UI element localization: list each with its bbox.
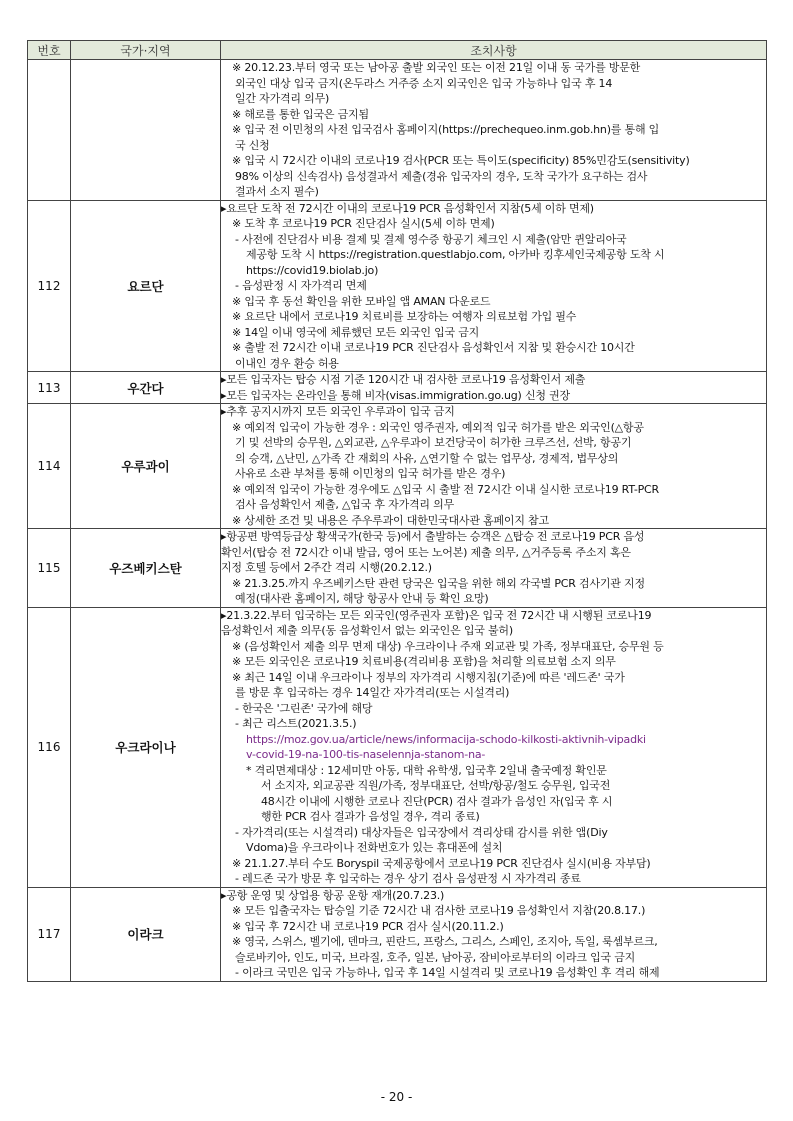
measure-line: ※ 도착 후 코로나19 PCR 진단검사 실시(5세 이하 면제) — [232, 217, 495, 230]
measure-line: Vdoma)을 우크라이나 전화번호가 있는 휴대폰에 설치 — [246, 841, 503, 854]
measure-line: 98% 이상의 신속검사) 음성결과서 제출(경유 입국자의 경우, 도착 국가가 요구하는 검사 — [235, 169, 648, 183]
measure-line: ▸모든 입국자는 온라인을 통해 비자(visas.immigration.go.ug) 신청 권장 — [221, 388, 570, 402]
measures-table — [27, 40, 767, 982]
row-number: 116 — [28, 607, 71, 887]
row-number: 112 — [28, 200, 71, 372]
measure-line: 제공항 도착 시 https://registration.questlabjo.com, 아카바 킹후세인국제공항 도착 시 — [246, 248, 665, 261]
measure-link[interactable]: v-covid-19-na-100-tis-naselennja-stanom-na- — [246, 748, 486, 761]
measure-line: - 음성판정 시 자가격리 면제 — [235, 279, 367, 292]
country-name: 우크라이나 — [71, 607, 221, 887]
country-name: 우간다 — [71, 372, 221, 404]
measure-line: - 이라크 국민은 입국 가능하나, 입국 후 14일 시설격리 및 코로나19 음성확인 후 격리 해제 — [235, 966, 660, 979]
country-name: 이라크 — [71, 887, 221, 981]
measure-line: ※ 20.12.23.부터 영국 또는 남아공 출발 외국인 또는 이전 21일 이내 동 국가를 방문한 — [232, 61, 641, 74]
header-number: 번호 — [28, 41, 71, 60]
country-name: 우루과이 — [71, 404, 221, 529]
measure-line: ※ 요르단 내에서 코로나19 치료비를 보장하는 여행자 의료보험 가입 필수 — [232, 310, 577, 323]
measure-line: ▸항공편 방역등급상 황색국가(한국 등)에서 출발하는 승객은 △탑승 전 코로나19 PCR 음성 — [221, 530, 645, 543]
measure-line: 국 신청 — [235, 138, 270, 152]
measures-cell — [221, 200, 767, 372]
table-row — [28, 887, 767, 981]
measure-line: ※ 입국 후 동선 확인을 위한 모바일 앱 AMAN 다운로드 — [232, 294, 491, 308]
measures-cell — [221, 60, 767, 201]
table-row — [28, 607, 767, 887]
measure-line: ※ (음성확인서 제출 의무 면제 대상) 우크라이나 주재 외교관 및 가족, 정부대표단, 승무원 등 — [232, 639, 664, 653]
measure-line: 를 방문 후 입국하는 경우 14일간 자가격리(또는 시설격리) — [235, 686, 510, 699]
measure-line: 음성확인서 제출 의무(동 음성확인서 없는 외국인은 입국 불허) — [221, 624, 513, 637]
measure-line: ※ 21.3.25.까지 우즈베키스탄 관련 당국은 입국을 위한 해외 각국별 PCR 검사기관 지정 — [232, 576, 645, 590]
measure-line: ※ 상세한 조건 및 내용은 주우루과이 대한민국대사관 홈페이지 참고 — [232, 513, 549, 527]
measures-cell — [221, 607, 767, 887]
measure-line: 기 및 선박의 승무원, △외교관, △우루과이 보건당국이 허가한 크루즈선, 선박, 항공기 — [235, 436, 632, 449]
measure-line: - 한국은 '그린존' 국가에 해당 — [235, 701, 373, 715]
table-row — [28, 529, 767, 608]
measure-line: 이내인 경우 환승 허용 — [235, 356, 339, 370]
measure-line: 확인서(탑승 전 72시간 이내 발급, 영어 또는 노어본) 제출 의무, △거주등록 주소지 혹은 — [221, 545, 631, 559]
table-row — [28, 60, 767, 201]
measure-line: 사유로 소관 부처를 통해 이민청의 입국 허가를 받은 경우) — [235, 467, 506, 480]
measure-line: ▸모든 입국자는 탑승 시점 기준 120시간 내 검사한 코로나19 음성확인서 제출 — [221, 373, 586, 386]
measure-line: 의 승객, △난민, △가족 간 재회의 사유, △연기할 수 없는 업무상, 경제적, 법무상의 — [235, 451, 619, 465]
row-number: 115 — [28, 529, 71, 608]
country-name: 우즈베키스탄 — [71, 529, 221, 608]
measure-line: 48시간 이내에 시행한 코로나 진단(PCR) 검사 결과가 음성인 자(입국 후 시 — [261, 794, 613, 808]
table-header-row — [28, 41, 767, 60]
row-number: 114 — [28, 404, 71, 529]
measure-line: ※ 예외적 입국이 가능한 경우 : 외국인 영주권자, 예외적 입국 허가를 받은 외국인(△항공 — [232, 420, 644, 434]
page-number: - 20 - — [380, 1090, 413, 1104]
measure-line: ※ 최근 14일 이내 우크라이나 정부의 자가격리 시행지침(기준)에 따른 '레드존' 국가 — [232, 670, 625, 684]
measure-line: 일간 자가격리 의무) — [235, 92, 330, 105]
measures-cell — [221, 887, 767, 981]
header-country: 국가·지역 — [71, 41, 221, 60]
measures-cell — [221, 404, 767, 529]
measure-line: ※ 입국 전 이민청의 사전 입국검사 홈페이지(https://prechequeo.inm.gob.hn)를 통해 입 — [232, 123, 660, 136]
measure-line: ※ 모든 외국인은 코로나19 치료비용(격리비용 포함)을 처리할 의료보험 소지 의무 — [232, 655, 616, 668]
country-name: 요르단 — [71, 200, 221, 372]
measure-line: ▸공항 운영 및 상업용 항공 운항 재개(20.7.23.) — [221, 888, 445, 902]
table-row — [28, 404, 767, 529]
measure-line: 지정 호텔 등에서 2주간 격리 시행(20.2.12.) — [221, 561, 432, 574]
measure-line: 결과서 소지 필수) — [235, 185, 319, 198]
measure-line: ※ 해로를 통한 입국은 금지됨 — [232, 107, 369, 121]
measure-line: ▸추후 공지시까지 모든 외국인 우루과이 입국 금지 — [221, 405, 455, 418]
measure-line: 외국인 대상 입국 금지(온두라스 거주증 소지 외국인은 입국 가능하나 입국 후 14 — [235, 76, 613, 90]
measure-line: - 자가격리(또는 시설격리) 대상자들은 입국장에서 격리상태 감시를 위한 앱(Diy — [235, 825, 608, 839]
measure-line: ※ 입국 후 72시간 내 코로나19 PCR 검사 실시(20.11.2.) — [232, 919, 504, 933]
row-number: 117 — [28, 887, 71, 981]
measure-line: 예정(대사관 홈페이지, 해당 항공사 안내 등 확인 요망) — [235, 592, 489, 605]
country-name — [71, 60, 221, 201]
measures-cell — [221, 529, 767, 608]
measure-line: ▸요르단 도착 전 72시간 이내의 코로나19 PCR 음성확인서 지참(5세 이하 면제) — [221, 201, 594, 215]
header-measures: 조치사항 — [221, 41, 767, 60]
measure-line: ▸21.3.22.부터 입국하는 모든 외국인(영주권자 포함)은 입국 전 72시간 내 시행된 코로나19 — [221, 608, 652, 622]
row-number — [28, 60, 71, 201]
measure-line: * 격리면제대상 : 12세미만 아동, 대학 유학생, 입국후 2일내 출국예정 확인문 — [246, 763, 607, 777]
measure-line: ※ 예외적 입국이 가능한 경우에도 △입국 시 출발 전 72시간 이내 실시한 코로나19 RT-PCR — [232, 482, 659, 496]
measure-line: - 레드존 국가 방문 후 입국하는 경우 상기 검사 음성판정 시 자가격리 종료 — [235, 872, 581, 885]
measure-line: ※ 14일 이내 영국에 체류했던 모든 외국인 입국 금지 — [232, 325, 480, 339]
measure-line: ※ 영국, 스위스, 벨기에, 덴마크, 핀란드, 프랑스, 그리스, 스페인, 조지아, 독일, 룩셈부르크, — [232, 935, 658, 948]
table-row — [28, 200, 767, 372]
table-row — [28, 372, 767, 404]
measure-line: ※ 출발 전 72시간 이내 코로나19 PCR 진단검사 음성확인서 지참 및 환승시간 10시간 — [232, 341, 635, 354]
row-number: 113 — [28, 372, 71, 404]
measure-line: 행한 PCR 검사 결과가 음성일 경우, 격리 종료) — [261, 810, 480, 823]
measure-line: - 최근 리스트(2021.3.5.) — [235, 717, 357, 730]
measure-line: https://covid19.biolab.jo) — [246, 263, 379, 277]
measure-line: ※ 입국 시 72시간 이내의 코로나19 검사(PCR 또는 특이도(specificity) 85%민감도(sensitivity) — [232, 154, 690, 167]
table-body — [28, 60, 767, 982]
measures-cell — [221, 372, 767, 404]
measure-link[interactable]: https://moz.gov.ua/article/news/informacija-schodo-kilkosti-aktivnih-vipadki — [246, 732, 646, 746]
measure-line: 슬로바키아, 인도, 미국, 브라질, 호주, 일본, 남아공, 잠비아로부터의 이라크 입국 금지 — [235, 950, 636, 964]
measure-line: - 사전에 진단검사 비용 결제 및 결제 영수증 항공기 체크인 시 제출(암만 퀸알리아국 — [235, 232, 627, 246]
measure-line: ※ 모든 입출국자는 탑승일 기준 72시간 내 검사한 코로나19 음성확인서 지참(20.8.17.) — [232, 904, 646, 917]
measure-line: ※ 21.1.27.부터 수도 Boryspil 국제공항에서 코로나19 PCR 진단검사 실시(비용 자부담) — [232, 856, 651, 870]
measure-line: 서 소지자, 외교공관 직원/가족, 정부대표단, 선박/항공/철도 승무원, 입국전 — [261, 779, 611, 792]
measure-line: 검사 음성확인서 제출, △입국 후 자가격리 의무 — [235, 498, 455, 511]
